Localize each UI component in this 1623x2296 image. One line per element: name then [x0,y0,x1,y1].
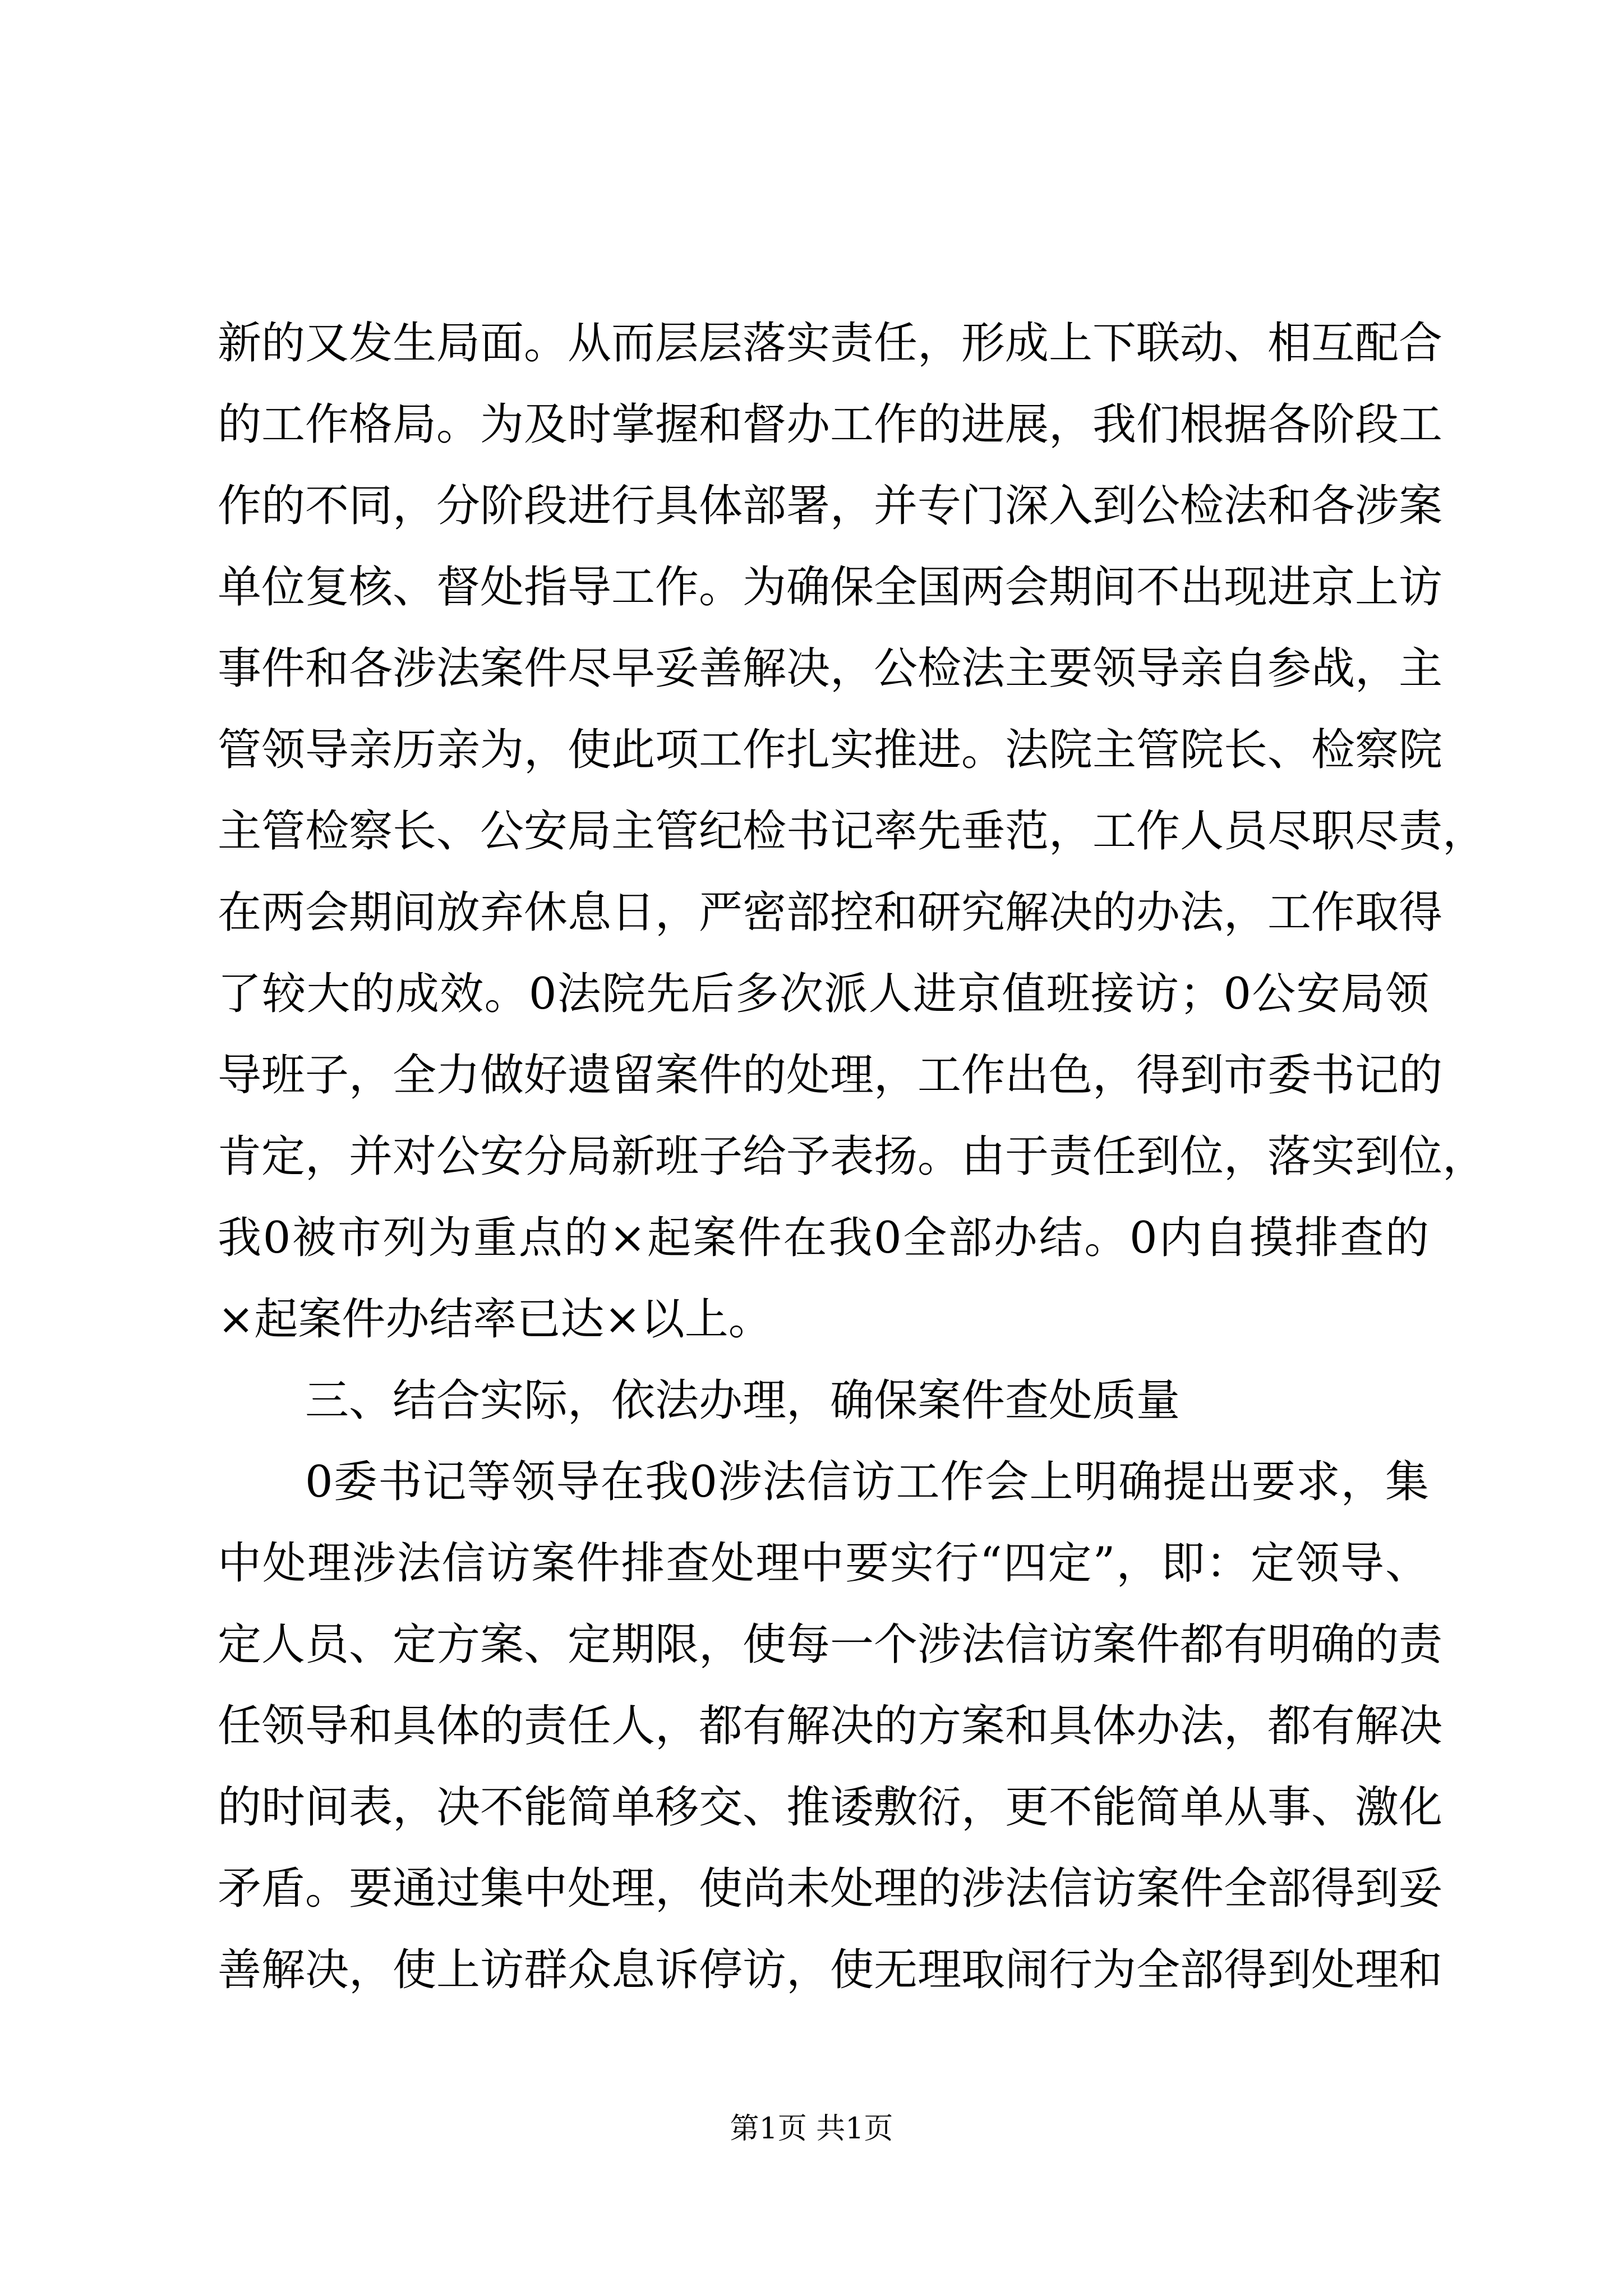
text-line: 新的又发生局面。从而层层落实责任，形成上下联动、相互配合 [218,318,1443,369]
text-line: 的工作格局。为及时掌握和督办工作的进展，我们根据各阶段工 [218,399,1443,450]
text-line: 善解决，使上访群众息诉停访，使无理取闹行为全部得到处理和 [218,1945,1443,1995]
text-line: 中处理涉法信访案件排查处理中要实行“四定”，即：定领导、 [218,1538,1429,1589]
text-line: 了较大的成效。0法院先后多次派人进京值班接访；0公安局领 [218,969,1429,1019]
text-line: 在两会期间放弃休息日，严密部控和研究解决的办法，工作取得 [218,887,1443,938]
text-line: 肯定，并对公安分局新班子给予表扬。由于责任到位，落实到位， [218,1131,1487,1182]
text-line: 矛盾。要通过集中处理，使尚未处理的涉法信访案件全部得到妥 [218,1864,1443,1914]
section-heading: 三、结合实际，依法办理，确保案件查处质量 [305,1375,1181,1426]
text-line: 主管检察长、公安局主管纪检书记率先垂范，工作人员尽职尽责， [218,806,1487,857]
text-line: 任领导和具体的责任人，都有解决的方案和具体办法，都有解决 [218,1701,1443,1751]
document-body [218,303,1487,2011]
text-line: 定人员、定方案、定期限，使每一个涉法信访案件都有明确的责 [218,1619,1443,1670]
text-line: 我0被市列为重点的×起案件在我0全部办结。0内自摸排查的 [218,1213,1429,1263]
text-line: 的时间表，决不能简单移交、推诿敷衍，更不能简单从事、激化 [218,1782,1443,1833]
text-line: ×起案件办结率已达×以上。 [218,1294,772,1345]
text-line: 导班子，全力做好遗留案件的处理，工作出色，得到市委书记的 [218,1050,1443,1101]
paragraph-first-line: 0委书记等领导在我0涉法信访工作会上明确提出要求，集 [305,1457,1429,1507]
text-line: 单位复核、督处指导工作。为确保全国两会期间不出现进京上访 [218,562,1443,613]
page-number-footer: 第1页 共1页 [730,2112,893,2146]
text-line: 管领导亲历亲为，使此项工作扎实推进。法院主管院长、检察院 [218,725,1443,775]
text-line: 作的不同，分阶段进行具体部署，并专门深入到公检法和各涉案 [218,481,1443,531]
text-line: 事件和各涉法案件尽早妥善解决，公检法主要领导亲自参战，主 [218,643,1443,694]
